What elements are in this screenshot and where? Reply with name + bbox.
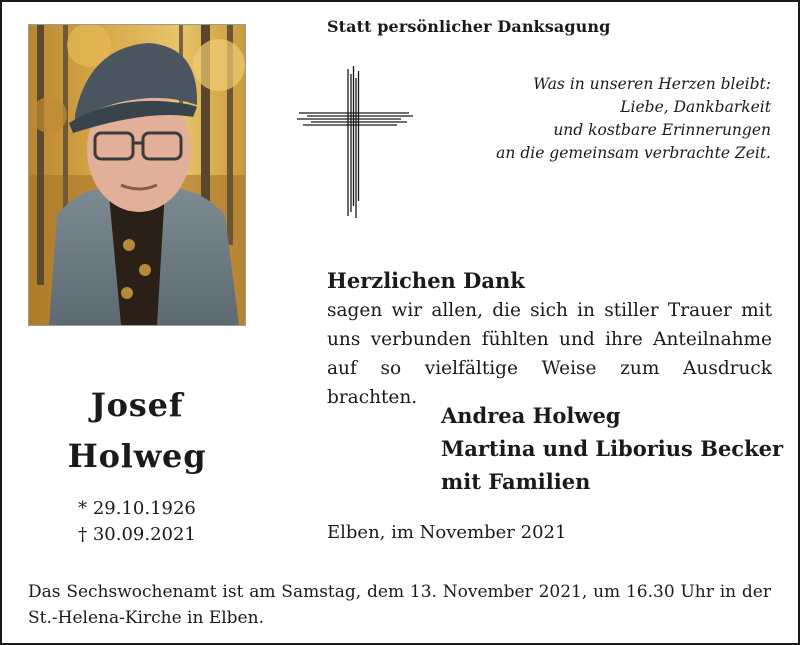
birth-date: * 29.10.1926	[78, 498, 196, 519]
death-date: † 30.09.2021	[78, 524, 196, 545]
footer-notice: Das Sechswochenamt ist am Samstag, dem 13. November 2021, um 16.30 Uhr in der St.-Helena-Kirche in Elben.	[28, 582, 771, 628]
verse	[496, 73, 771, 165]
deceased-last-name: Holweg	[67, 437, 207, 475]
cross-icon	[297, 66, 415, 218]
verse-line: Was in unseren Herzen bleibt:	[533, 75, 771, 93]
place-date: Elben, im November 2021	[327, 522, 567, 543]
mourner-line: Andrea Holweg	[441, 403, 621, 428]
life-dates	[28, 496, 246, 548]
verse-line: Liebe, Dankbarkeit	[620, 98, 771, 116]
mourners	[441, 399, 783, 498]
thanks-body: sagen wir allen, die sich in stiller Trauer mit uns verbunden fühlten und ihre Anteilnahme auf so vielfältige Weise zum Ausdruck brachten.	[327, 300, 772, 408]
mourner-line: mit Familien	[441, 469, 591, 494]
portrait-photo	[28, 24, 246, 326]
verse-line: und kostbare Erinnerungen	[553, 121, 771, 139]
thanks-title: Herzlichen Dank	[327, 268, 525, 293]
deceased-first-name: Josef	[90, 386, 184, 424]
verse-line: an die gemeinsam verbrachte Zeit.	[496, 144, 771, 162]
header-title: Statt persönlicher Danksagung	[327, 17, 611, 36]
mourner-line: Martina und Liborius Becker	[441, 436, 784, 461]
